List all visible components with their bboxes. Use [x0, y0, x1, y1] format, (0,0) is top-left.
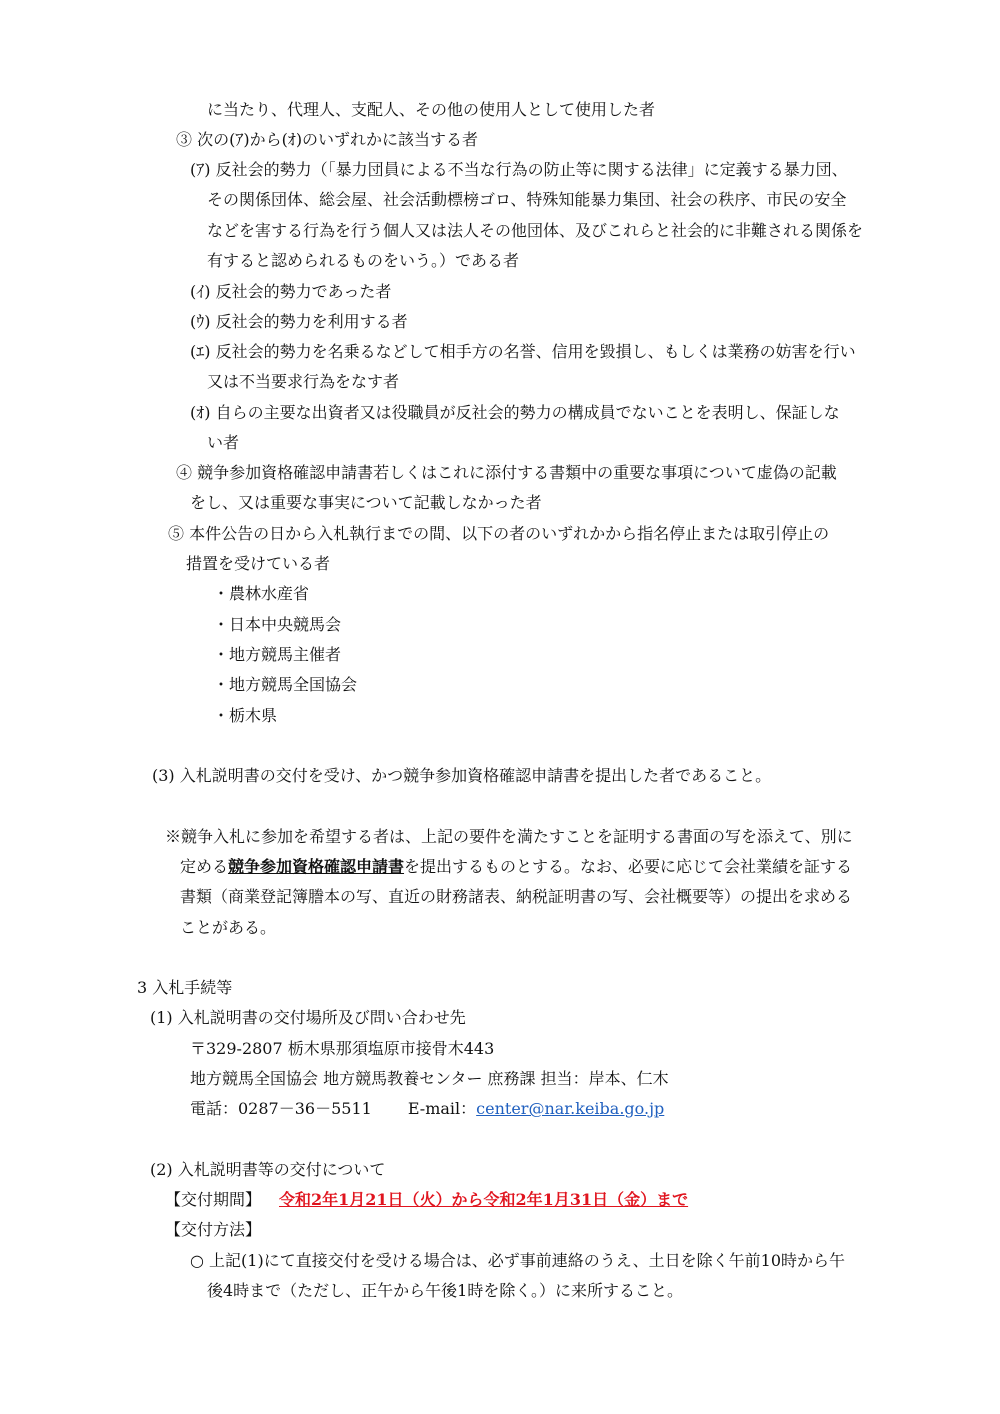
bullet-item: ・日本中央競馬会: [213, 615, 342, 634]
sub-item-c: (ｳ) 反社会的勢力を利用する者: [190, 312, 408, 331]
subsection-heading: (2) 入札説明書等の交付について: [150, 1160, 386, 1179]
form-name-emphasis: 競争参加資格確認申請書: [228, 857, 405, 876]
clause-3: (3) 入札説明書の交付を受け、かつ競争参加資格確認申請書を提出した者であること。: [152, 766, 772, 785]
text-line: をし、又は重要な事実について記載しなかった者: [190, 493, 542, 512]
text-line: その関係団体、総会屋、社会活動標榜ゴロ、特殊知能暴力集団、社会の秩序、市民の安全: [207, 190, 847, 209]
text-line: 措置を受けている者: [186, 554, 331, 573]
phone-number: 電話：0287－36－5511: [190, 1099, 372, 1118]
period-value: 令和2年1月21日（火）から令和2年1月31日（金）まで: [279, 1190, 689, 1209]
email-link[interactable]: center@nar.keiba.go.jp: [476, 1099, 665, 1118]
text-span: を提出するものとする。なお、必要に応じて会社業績を証する: [404, 857, 853, 876]
text-line: い者: [207, 433, 240, 452]
text-line: などを害する行為を行う個人又は法人その他団体、及びこれらと社会的に非難される関係を: [207, 221, 864, 240]
text-line: に当たり、代理人、支配人、その他の使用人として使用した者: [207, 100, 656, 119]
method-item: ○ 上記(1)にて直接交付を受ける場合は、必ず事前連絡のうえ、土日を除く午前10時から午: [190, 1251, 846, 1270]
bullet-item: ・栃木県: [213, 706, 278, 725]
subsection-heading: (1) 入札説明書の交付場所及び問い合わせ先: [150, 1008, 466, 1027]
sub-item-d: (ｴ) 反社会的勢力を名乗るなどして相手方の名誉、信用を毀損し、もしくは業務の妨害を行い: [190, 342, 856, 361]
bullet-item: ・地方競馬主催者: [213, 645, 342, 664]
section-heading: 3 入札手続等: [137, 978, 233, 997]
text-line: 又は不当要求行為をなす者: [207, 372, 400, 391]
period-line: [165, 1189, 688, 1211]
list-item-3-heading: ③ 次の(ｱ)から(ｵ)のいずれかに該当する者: [176, 130, 479, 149]
sub-item-a: (ｱ) 反社会的勢力（「暴力団員による不当な行為の防止等に関する法律」に定義する暴力団、: [190, 160, 848, 179]
sub-item-b: (ｲ) 反社会的勢力であった者: [190, 282, 392, 301]
note-paragraph: ※競争入札に参加を希望する者は、上記の要件を満たすことを証明する書面の写を添えて、別に: [165, 827, 853, 846]
note-line: 書類（商業登記簿謄本の写、直近の財務諸表、納税証明書の写、会社概要等）の提出を求める: [180, 887, 853, 906]
address-line: 〒329-2807 栃木県那須塩原市接骨木443: [190, 1039, 495, 1058]
phone-line: [190, 1098, 664, 1120]
sub-item-e: (ｵ) 自らの主要な出資者又は役職員が反社会的勢力の構成員でないことを表明し、保証しな: [190, 403, 840, 422]
period-label: 【交付期間】: [165, 1190, 262, 1209]
text-line: 有すると認められるものをいう。）である者: [207, 251, 520, 270]
list-item-5: ⑤ 本件公告の日から入札執行までの間、以下の者のいずれかから指名停止または取引停止の: [168, 524, 830, 543]
list-item-4: ④ 競争参加資格確認申請書若しくはこれに添付する書類中の重要な事項について虚偽の記載: [176, 463, 837, 482]
email-label: E-mail：: [407, 1099, 477, 1118]
text-span: 定める: [180, 857, 229, 876]
method-label: 【交付方法】: [165, 1220, 262, 1239]
bullet-item: ・地方競馬全国協会: [213, 675, 358, 694]
note-line: [180, 856, 852, 878]
bullet-item: ・農林水産省: [213, 584, 310, 603]
contact-line: 地方競馬全国協会 地方競馬教養センター 庶務課 担当：岸本、仁木: [190, 1069, 669, 1088]
text-line: 後4時まで（ただし、正午から午後1時を除く。）に来所すること。: [207, 1281, 684, 1300]
note-line: ことがある。: [180, 918, 277, 937]
